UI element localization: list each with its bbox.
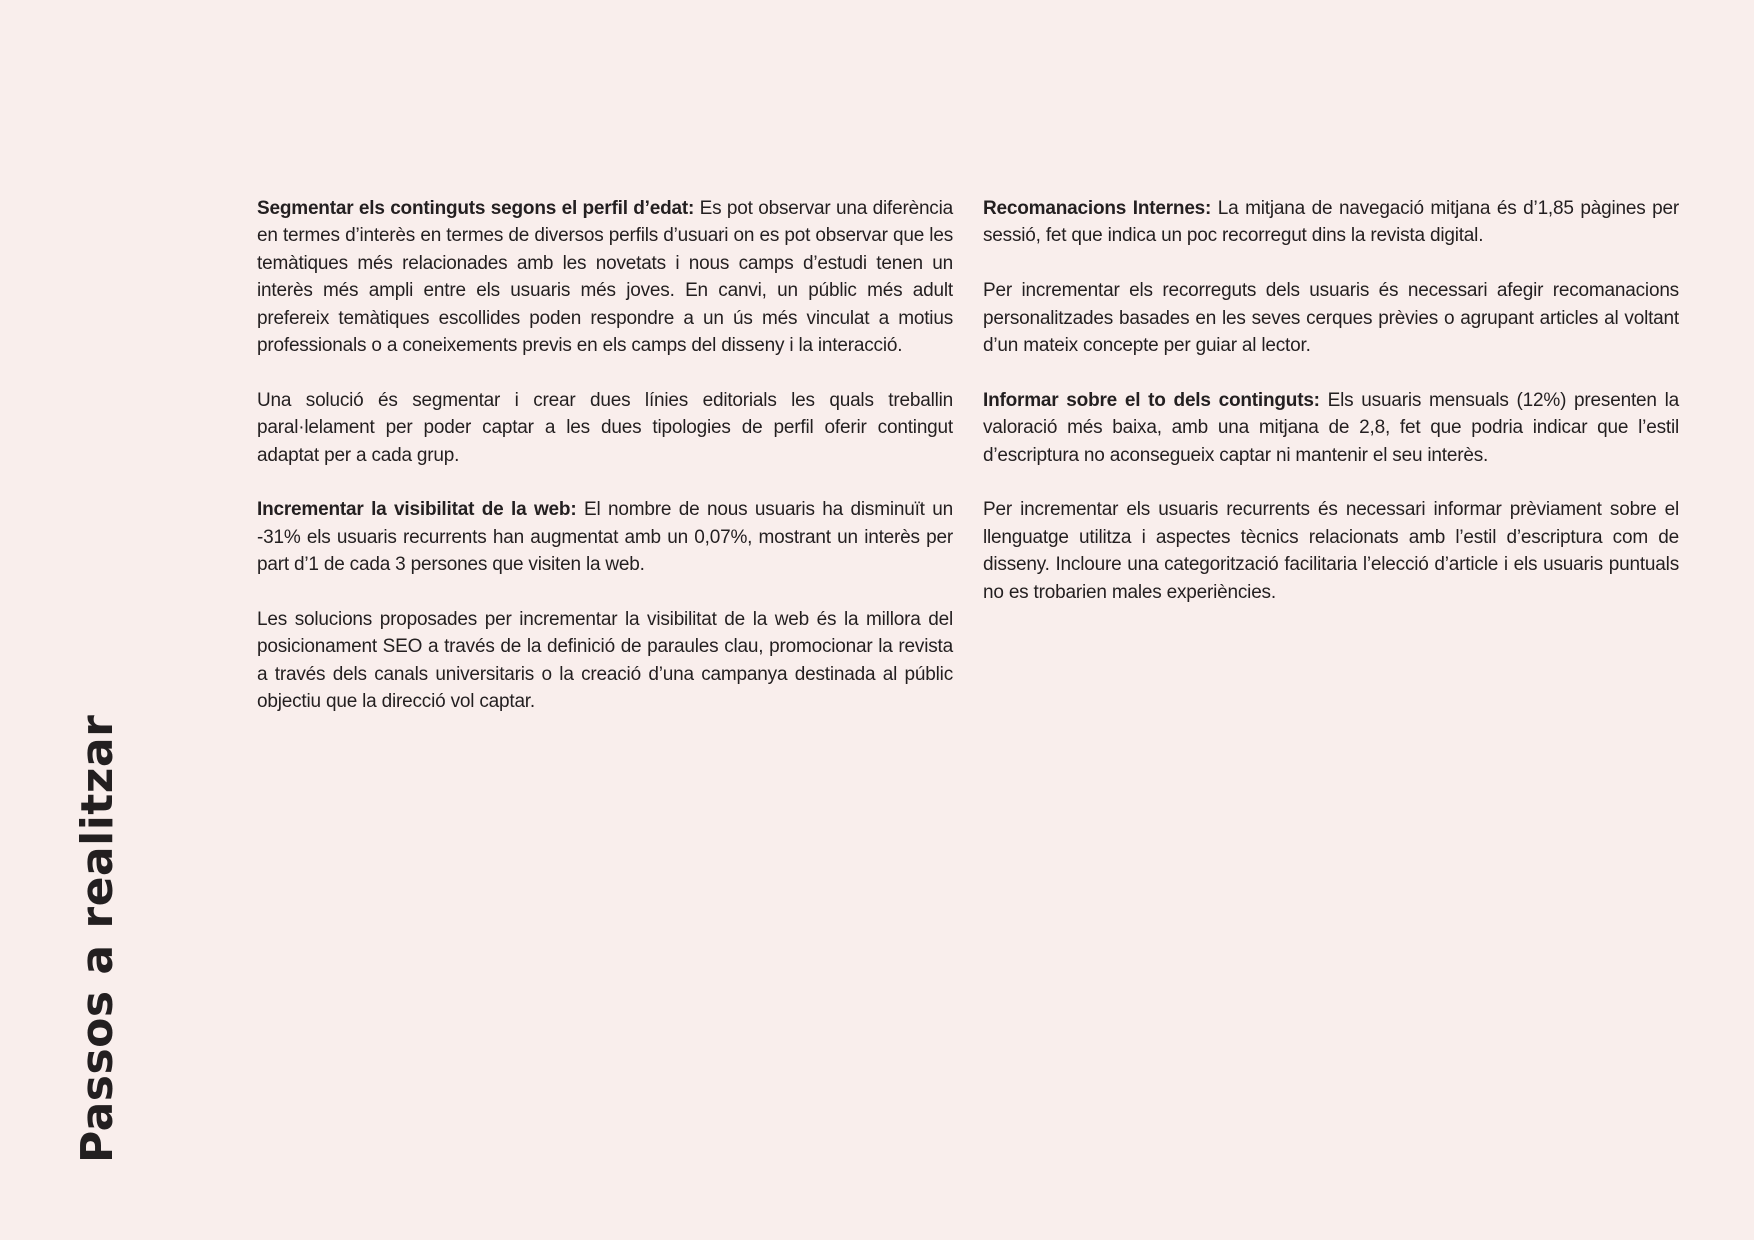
- paragraph-segment-by-age: [257, 195, 953, 359]
- paragraph-body: El nombre de nous usuaris ha disminuït un -31% els usuaris recurrents han augmentat amb un 0,07%, mostrant un interès per part d’1 de cada 3 persones que visiten la web.: [257, 499, 954, 576]
- page-title: Passos a realitzar: [72, 714, 123, 1163]
- right-text-column: [983, 195, 1679, 606]
- paragraph-web-visibility: [257, 496, 953, 578]
- paragraph-visibility-solutions: [257, 606, 953, 716]
- paragraph-body: Es pot observar una diferència en termes d’interès en termes de diversos perfils d’usuari on es pot observar que les temàtiques més relacionades amb les novetats i nous camps d’estudi tenen un interès més ampli entre els usuaris més joves. En canvi, un públic més adult prefereix temàtiques escollides poden respondre a un ús més vinculat a motius professionals o a coneixements previs en els camps del disseny i la interacció.: [257, 198, 953, 357]
- paragraph-heading: Incrementar la visibilitat de la web:: [257, 499, 577, 521]
- paragraph-tone-solution: [983, 496, 1679, 606]
- paragraph-heading: Recomanacions Internes:: [983, 198, 1212, 219]
- paragraph-body: Les solucions proposades per incrementar la visibilitat de la web és la millora del posicionament SEO a través de la definició de paraules clau, promocionar la revista a través dels canals universitaris o la creació d’una campanya destinada al públic objectiu que la direcció vol captar.: [257, 609, 953, 713]
- left-text-column: [257, 195, 953, 716]
- paragraph-body: Per incrementar els recorreguts dels usuaris és necessari afegir recomanacions personalitzades basades en les seves cerques prèvies o agrupant articles al voltant d’un mateix concepte per guiar al lector.: [983, 280, 1679, 357]
- paragraph-body: Una solució és segmentar i crear dues línies editorials les quals treballin paral·lelament per poder captar a les dues tipologies de perfil oferir contingut adaptat per a cada grup.: [257, 389, 953, 466]
- paragraph-heading: Informar sobre el to dels continguts:: [983, 389, 1320, 411]
- paragraph-body: Per incrementar els usuaris recurrents és necessari informar prèviament sobre el llenguatge utilitza i aspectes tècnics relacionats amb l’estil d’escriptura com de disseny. Incloure una categorització facilitaria l’elecció d’article i els usuaris puntuals no es trobarien males experiències.: [983, 499, 1679, 603]
- paragraph-internal-recommendations: [983, 195, 1679, 250]
- paragraph-segment-solution: [257, 387, 953, 469]
- paragraph-heading: Segmentar els continguts segons el perfil d’edat:: [257, 198, 695, 219]
- paragraph-recommendations-solution: [983, 277, 1679, 359]
- paragraph-body: Els usuaris mensuals (12%) presenten la valoració més baixa, amb una mitjana de 2,8, fet que podria indicar que l’estil d’escriptura no aconsegueix captar ni mantenir el seu interès.: [983, 389, 1679, 466]
- paragraph-content-tone: [983, 387, 1679, 469]
- paragraph-body: La mitjana de navegació mitjana és d’1,85 pàgines per sessió, fet que indica un poc recorregut dins la revista digital.: [983, 198, 1680, 247]
